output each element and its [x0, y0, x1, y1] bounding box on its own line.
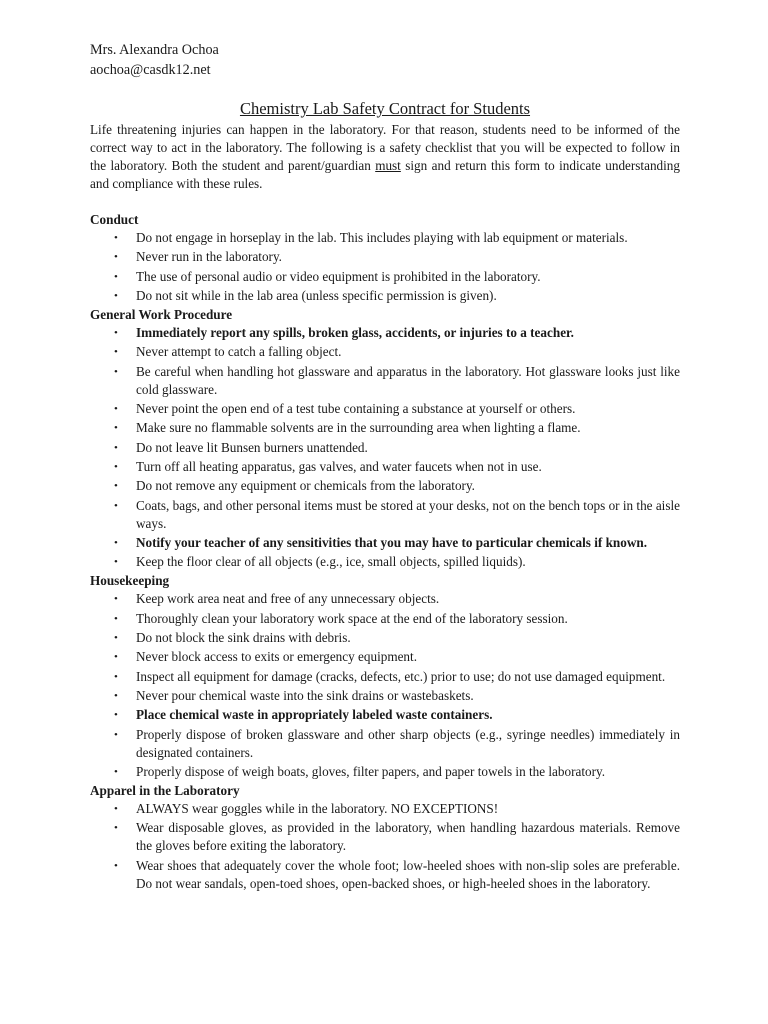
author-block [90, 40, 680, 80]
rule-item [90, 819, 680, 855]
bullet-icon: • [114, 270, 118, 283]
rule-item [90, 629, 680, 647]
rule-text: Never block access to exits or emergency equipment. [136, 649, 417, 665]
rule-item [90, 363, 680, 399]
author-email: aochoa@casdk12.net [90, 62, 211, 78]
intro-text-after: sign and return this form to indicate understanding and compliance with these rules. [90, 158, 680, 191]
bullet-icon: • [114, 480, 118, 493]
rule-item [90, 458, 680, 476]
bullet-icon: • [114, 632, 118, 645]
bullet-icon: • [114, 536, 118, 549]
author-name: Mrs. Alexandra Ochoa [90, 42, 219, 58]
rule-item [90, 324, 680, 342]
rule-item [90, 800, 680, 818]
rule-item [90, 648, 680, 666]
rule-item [90, 439, 680, 457]
intro-emphasis: must [375, 158, 401, 173]
rules-sections [90, 211, 680, 893]
rule-text: Notify your teacher of any sensitivities that you may have to particular chemicals if known. [136, 534, 647, 550]
rule-text: Inspect all equipment for damage (cracks, defects, etc.) prior to use; do not use damaged equipment. [136, 668, 666, 684]
rule-text: Do not engage in horseplay in the lab. This includes playing with lab equipment or materials. [136, 230, 628, 245]
bullet-icon: • [114, 441, 118, 454]
bullet-icon: • [114, 651, 118, 664]
bullet-icon: • [114, 765, 118, 778]
rule-text: Do not remove any equipment or chemicals from the laboratory. [136, 478, 475, 494]
bullet-icon: • [114, 556, 118, 569]
section-heading: Apparel in the Laboratory [90, 783, 240, 799]
rule-text: Never pour chemical waste into the sink drains or wastebaskets. [136, 687, 474, 703]
rule-item [90, 610, 680, 628]
bullet-icon: • [114, 728, 118, 741]
bullet-icon: • [114, 689, 118, 702]
section-heading: Housekeeping [90, 573, 170, 589]
bullet-icon: • [114, 289, 118, 302]
rule-text: Properly dispose of broken glassware and other sharp objects (e.g., syringe needles) immediately in designated containers. [136, 726, 680, 760]
bullet-icon: • [114, 709, 118, 722]
rule-item [90, 229, 680, 247]
bullet-icon: • [114, 822, 118, 835]
rule-text: ALWAYS wear goggles while in the laboratory. NO EXCEPTIONS! [136, 801, 499, 817]
rule-item [90, 400, 680, 418]
rule-item [90, 477, 680, 495]
rule-item [90, 287, 680, 305]
rule-item [90, 534, 680, 552]
intro-paragraph [90, 121, 680, 193]
rule-text: Never attempt to catch a falling object. [136, 344, 342, 360]
rule-item [90, 687, 680, 705]
rule-text: Coats, bags, and other personal items must be stored at your desks, not on the bench tops or in the aisle ways. [136, 497, 680, 531]
rule-item [90, 668, 680, 686]
rule-text: Make sure no flammable solvents are in the surrounding area when lighting a flame. [136, 420, 581, 436]
bullet-icon: • [114, 670, 118, 683]
rule-list [90, 800, 680, 893]
rule-text: The use of personal audio or video equipment is prohibited in the laboratory. [136, 268, 541, 284]
bullet-icon: • [114, 859, 118, 872]
bullet-icon: • [114, 346, 118, 359]
rule-text: Be careful when handling hot glassware and apparatus in the laboratory. Hot glassware looks just like cold glassware. [136, 363, 680, 397]
section-heading: General Work Procedure [90, 307, 233, 323]
rule-item [90, 726, 680, 762]
rule-item [90, 497, 680, 533]
rule-item [90, 763, 680, 781]
bullet-icon: • [114, 251, 118, 264]
rule-text: Wear disposable gloves, as provided in the laboratory, when handling hazardous materials. Remove the gloves before exiting the laboratory. [136, 820, 680, 854]
rule-text: Keep the floor clear of all objects (e.g., ice, small objects, spilled liquids). [136, 554, 526, 570]
rule-text: Do not sit while in the lab area (unless specific permission is given). [136, 287, 497, 303]
rule-text: Properly dispose of weigh boats, gloves, filter papers, and paper towels in the laboratory. [136, 763, 606, 779]
rule-text: Thoroughly clean your laboratory work space at the end of the laboratory session. [136, 610, 568, 626]
rule-text: Turn off all heating apparatus, gas valves, and water faucets when not in use. [136, 458, 542, 474]
rule-text: Immediately report any spills, broken glass, accidents, or injuries to a teacher. [136, 325, 574, 341]
rule-text: Do not block the sink drains with debris. [136, 630, 351, 646]
bullet-icon: • [114, 803, 118, 816]
bullet-icon: • [114, 460, 118, 473]
rule-text: Keep work area neat and free of any unnecessary objects. [136, 591, 440, 607]
bullet-icon: • [114, 327, 118, 340]
rule-list [90, 229, 680, 305]
rule-item [90, 343, 680, 361]
rule-text: Wear shoes that adequately cover the whole foot; low-heeled shoes with non-slip soles are preferable. Do not wear sandals, open-toed shoes, open-backed shoes, or high-heeled shoes in the laboratory. [136, 857, 680, 891]
rule-item [90, 268, 680, 286]
bullet-icon: • [114, 232, 118, 244]
rule-item [90, 590, 680, 608]
rule-item [90, 706, 680, 724]
rule-list [90, 324, 680, 571]
bullet-icon: • [114, 403, 118, 416]
rule-text: Never point the open end of a test tube containing a substance at yourself or others. [136, 401, 576, 417]
rule-text: Place chemical waste in appropriately labeled waste containers. [136, 707, 493, 723]
bullet-icon: • [114, 365, 118, 378]
rule-list [90, 590, 680, 780]
intro-text-before: Life threatening injuries can happen in the laboratory. For that reason, students need to be informed of the correct way to act in the laboratory. The following is a safety checklist that you will be expected to follow in the laboratory. Both the student and parent/guardian [90, 122, 680, 173]
rule-item [90, 419, 680, 437]
bullet-icon: • [114, 612, 118, 625]
rule-item [90, 857, 680, 893]
rule-text: Never run in the laboratory. [136, 249, 282, 265]
bullet-icon: • [114, 422, 118, 435]
rule-item [90, 553, 680, 571]
section-heading: Conduct [90, 212, 139, 227]
document-title: Chemistry Lab Safety Contract for Students [239, 99, 531, 118]
bullet-icon: • [114, 593, 118, 606]
rule-item [90, 248, 680, 266]
bullet-icon: • [114, 499, 118, 512]
rule-text: Do not leave lit Bunsen burners unattended. [136, 439, 368, 455]
